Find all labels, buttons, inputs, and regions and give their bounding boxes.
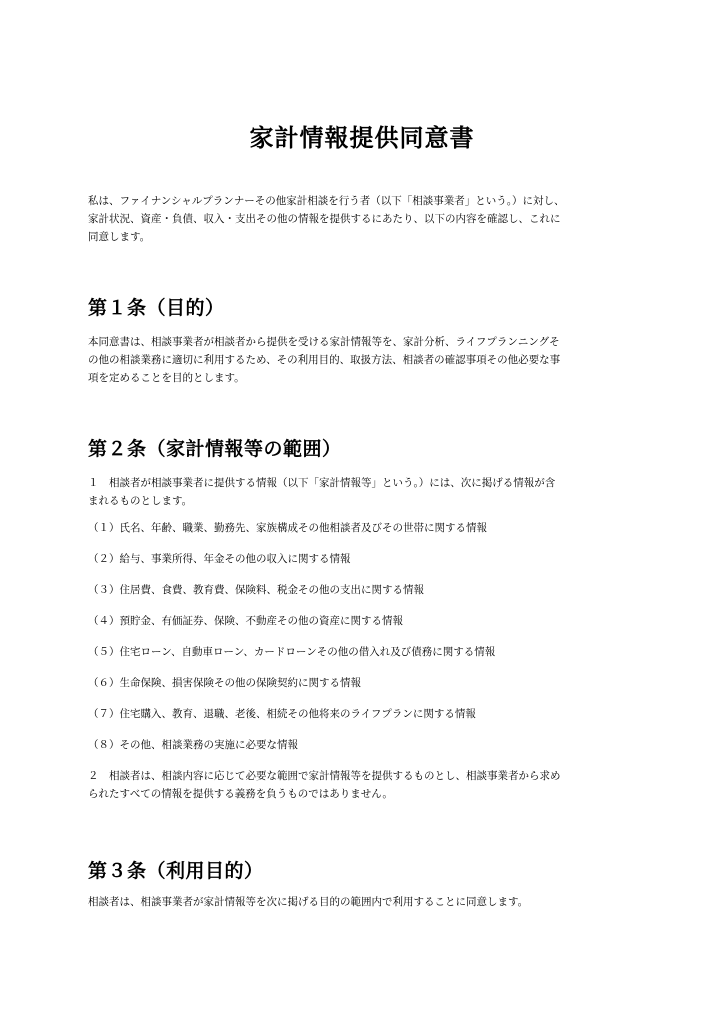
- list-item: （１）氏名、年齢、職業、勤務先、家族構成その他相談者及びその世帯に関する情報: [88, 522, 487, 534]
- intro-paragraph: [88, 192, 648, 246]
- list-item: （５）住宅ローン、自動車ローン、カードローンその他の借入れ及び債務に関する情報: [88, 646, 496, 658]
- list-item: （２）給与、事業所得、年金その他の収入に関する情報: [88, 553, 351, 565]
- list-item: （６）生命保険、損害保険その他の保険契約に関する情報: [88, 677, 361, 689]
- article-2-p2-line-1: ２ 相談者は、相談内容に応じて必要な範囲で家計情報等を提供するものとし、相談事業者から求め: [88, 770, 561, 782]
- article-1-line-1: 本同意書は、相談事業者が相談者から提供を受ける家計情報等を、家計分析、ライフプランニングそ: [88, 336, 560, 348]
- article-1-line-2: の他の相談業務に適切に利用するため、その利用目的、取扱方法、相談者の確認事項その他必要な事: [88, 354, 561, 366]
- list-item: （４）預貯金、有価証券、保険、不動産その他の資産に関する情報: [88, 615, 403, 627]
- article-2-heading: 第２条（家計情報等の範囲）: [88, 438, 342, 460]
- article-2-p1-line-2: まれるものとします。: [88, 495, 193, 507]
- article-3-heading: 第３条（利用目的）: [88, 860, 264, 882]
- document-title: 家計情報提供同意書: [249, 124, 475, 152]
- article-2-paragraph-1: [88, 474, 648, 510]
- article-1-heading: 第１条（目的）: [88, 297, 225, 319]
- article-2-p1-line-1: １ 相談者が相談事業者に提供する情報（以下「家計情報等」という。）には、次に掲げる情報が含: [88, 477, 556, 489]
- list-item: （３）住居費、食費、教育費、保険料、税金その他の支出に関する情報: [88, 584, 424, 596]
- intro-line-2: 家計状況、資産・負債、収入・支出その他の情報を提供するにあたり、以下の内容を確認し、これに: [88, 213, 561, 225]
- intro-line-3: 同意します。: [88, 231, 151, 243]
- article-1-paragraph: [88, 333, 648, 387]
- intro-line-1: 私は、ファイナンシャルプランナーその他家計相談を行う者（以下「相談事業者」という。）に対し、: [88, 195, 565, 207]
- article-3-paragraph: [88, 893, 648, 911]
- article-2-paragraph-2: [88, 767, 648, 803]
- article-2-p2-line-2: られたすべての情報を提供する義務を負うものではありません。: [88, 788, 393, 800]
- list-item: （８）その他、相談業務の実施に必要な情報: [88, 739, 298, 751]
- article-3-line-1: 相談者は、相談事業者が家計情報等を次に掲げる目的の範囲内で利用することに同意します。: [88, 896, 529, 908]
- list-item: （７）住宅購入、教育、退職、老後、相続その他将来のライフプランに関する情報: [88, 708, 476, 720]
- article-1-line-3: 項を定めることを目的とします。: [88, 372, 245, 384]
